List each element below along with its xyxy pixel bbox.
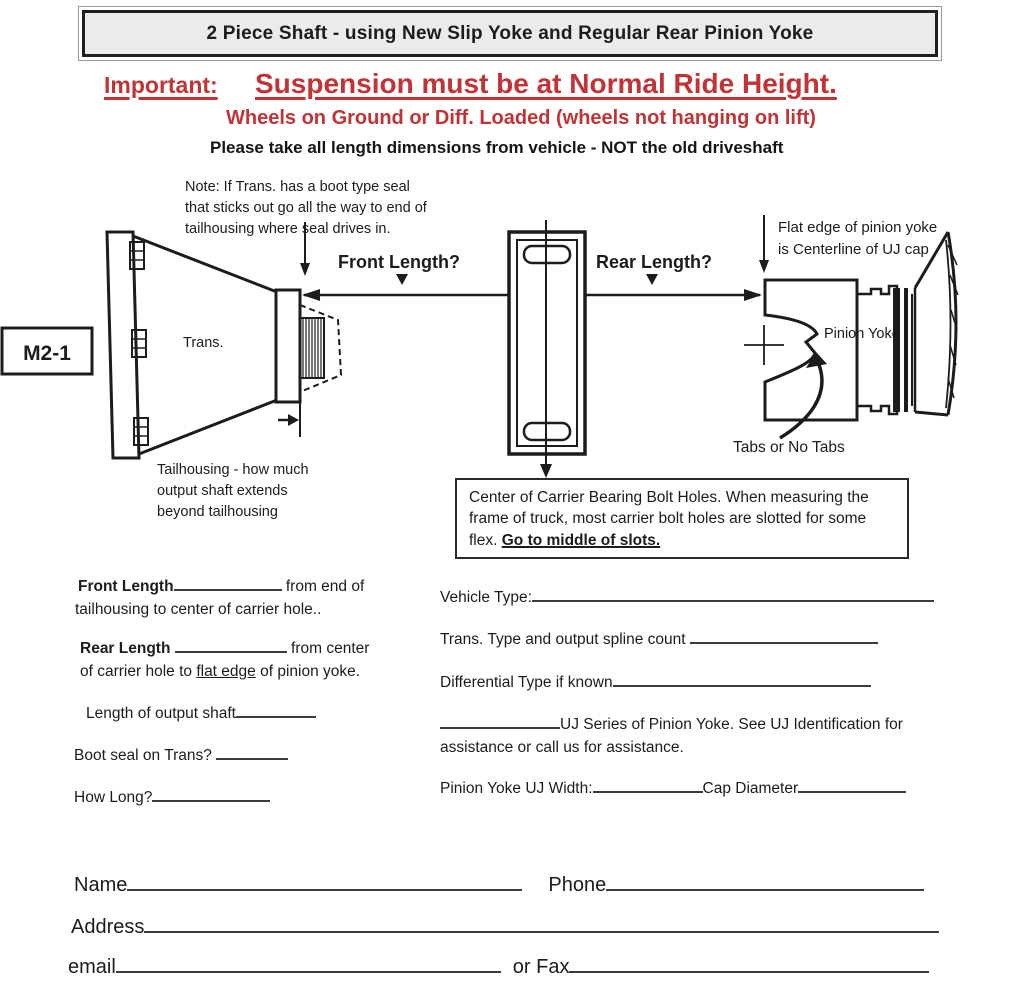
carrier-note-text: Center of Carrier Bearing Bolt Holes. When measuring the frame of truck, most carrier bolt holes are slotted for some flex. (469, 489, 869, 549)
tailhousing-pointer-arrow (300, 263, 310, 276)
important-label: Important: (104, 72, 218, 98)
tailhousing-end-arrow (288, 414, 299, 426)
transmission-drawing (107, 232, 300, 458)
front-length-marker (396, 274, 408, 285)
front-length-blank[interactable] (174, 576, 282, 591)
diff-type-blank[interactable] (613, 672, 871, 687)
phone-label: Phone (548, 874, 607, 896)
pinion-yoke-drawing (744, 232, 958, 420)
fax-label: or Fax (512, 956, 570, 978)
address-blank[interactable] (144, 914, 939, 933)
email-blank[interactable] (116, 954, 501, 973)
pinion-yoke-label: Pinion Yoke (824, 326, 900, 342)
svg-text:output shaft extends: output shaft extends (157, 483, 288, 499)
rear-length-field-label: Rear Length (80, 640, 175, 657)
boot-seal-note (185, 179, 428, 237)
carrier-bolt-holes-note (455, 478, 909, 559)
svg-text:Flat edge of pinion yoke: Flat edge of pinion yoke (778, 219, 938, 236)
cap-diameter-blank[interactable] (798, 778, 906, 793)
trans-type-label: Trans. Type and output spline count (440, 631, 690, 648)
page-title: 2 Piece Shaft - using New Slip Yoke and Regular Rear Pinion Yoke (206, 22, 814, 44)
trans-type-blank[interactable] (690, 629, 878, 644)
flat-edge-note (778, 219, 937, 258)
uj-series-field (440, 713, 968, 759)
output-shaft-field (86, 702, 316, 725)
address-row (71, 914, 939, 939)
uj-series-blank[interactable] (440, 714, 560, 729)
name-phone-row (74, 872, 924, 897)
yoke-width-blank[interactable] (593, 778, 703, 793)
front-length-field: Front Length from end of tailhousing to center of carrier hole.. (75, 578, 365, 618)
trans-type-field (440, 628, 878, 651)
measure-from-vehicle-note: Please take all length dimensions from vehicle - NOT the old driveshaft (210, 138, 784, 157)
tailhousing (276, 290, 300, 402)
rear-length-marker (646, 274, 658, 285)
carrier-bearing-bracket (509, 220, 585, 478)
name-blank[interactable] (127, 872, 522, 891)
flat-edge-underlined: flat edge (196, 663, 256, 680)
boot-seal-blank[interactable] (216, 745, 288, 760)
centerline-down-arrow (540, 464, 552, 478)
yoke-width-label: Pinion Yoke UJ Width: (440, 780, 593, 797)
email-label: email (68, 956, 116, 978)
svg-text:Tailhousing - how much: Tailhousing - how much (157, 462, 309, 478)
front-length-label: Front Length? (338, 252, 460, 272)
fax-blank[interactable] (569, 954, 929, 973)
phone-blank[interactable] (606, 872, 924, 891)
svg-text:is Centerline of UJ cap: is Centerline of UJ cap (778, 241, 929, 258)
trans-label: Trans. (183, 335, 224, 351)
carrier-note-emphasis: Go to middle of slots. (501, 531, 661, 549)
diff-type-label: Differential Type if known (440, 674, 613, 691)
rear-length-field: Rear Length from center of carrier hole to flat edge of pinion yoke. (80, 640, 370, 680)
name-label: Name (74, 874, 128, 896)
output-shaft-label: Length of output shaft (86, 705, 236, 722)
output-shaft-splines (300, 305, 341, 392)
vehicle-type-label: Vehicle Type: (440, 589, 532, 606)
cap-diameter-label: Cap Diameter (702, 780, 799, 797)
address-label: Address (71, 916, 145, 938)
svg-text:beyond tailhousing: beyond tailhousing (157, 504, 278, 520)
svg-text:tailhousing where seal drives: tailhousing where seal drives in. (185, 221, 391, 237)
email-fax-row (68, 954, 929, 979)
boot-seal-label: Boot seal on Trans? (74, 747, 217, 764)
tailhousing-caption (157, 462, 309, 520)
ride-height-headline: Suspension must be at Normal Ride Height. (255, 68, 837, 99)
svg-text:that sticks out go all the way: that sticks out go all the way to end of (185, 200, 427, 216)
how-long-label: How Long? (74, 789, 153, 806)
how-long-field (74, 786, 270, 809)
flat-edge-arrow (759, 260, 769, 273)
output-shaft-blank[interactable] (236, 703, 316, 718)
front-length-field-label: Front Length (78, 578, 174, 595)
front-length-field-desc: tailhousing to center of carrier hole.. (75, 601, 322, 618)
how-long-blank[interactable] (152, 787, 270, 802)
yoke-width-field (440, 777, 906, 800)
diff-type-field (440, 671, 871, 694)
wheels-on-ground-note: Wheels on Ground or Diff. Loaded (wheels not hanging on lift) (226, 107, 816, 129)
uj-series-text: UJ Series of Pinion Yoke. See UJ Identification for assistance or call us for assistance. (440, 716, 903, 756)
vehicle-type-blank[interactable] (532, 587, 934, 602)
tabs-label: Tabs or No Tabs (733, 439, 845, 456)
model-tag: M2-1 (23, 342, 71, 365)
rear-length-blank[interactable] (175, 638, 287, 653)
boot-seal-field (74, 744, 288, 767)
rear-length-label: Rear Length? (596, 252, 713, 272)
vehicle-type-field (440, 586, 934, 609)
title-box (82, 10, 938, 57)
svg-text:Note: If Trans. has a boot ty: Note: If Trans. has a boot type seal (185, 179, 410, 195)
